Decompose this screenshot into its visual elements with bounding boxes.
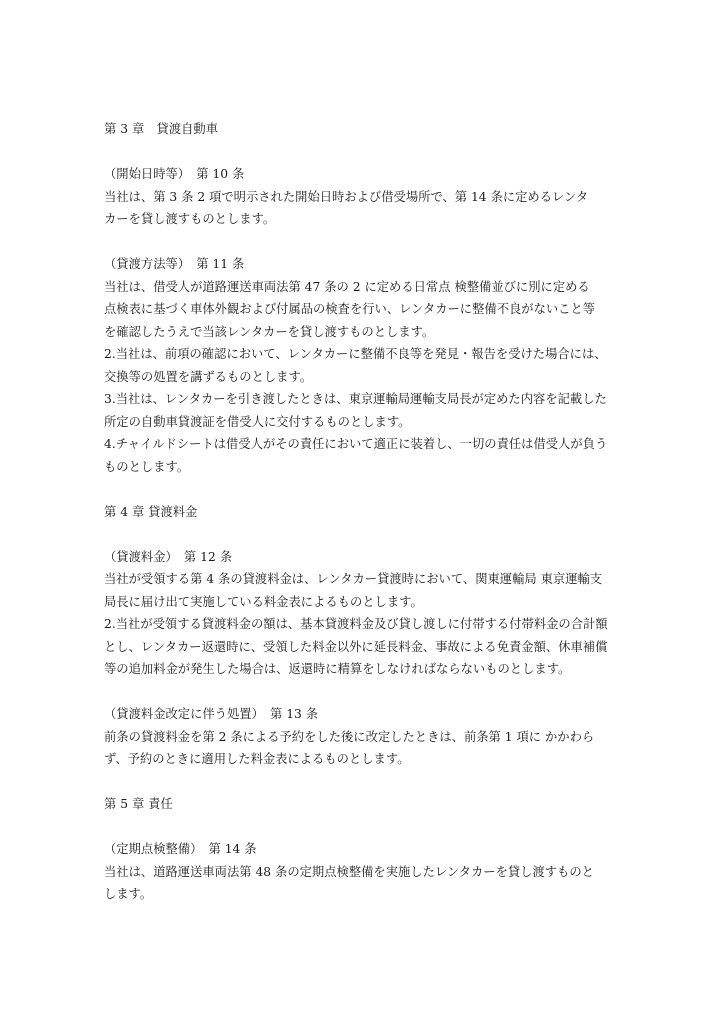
article-12-heading: （貸渡料金） 第 12 条 [104, 549, 232, 564]
article-11-line: 4.チャイルドシートは借受人がその責任において適正に装着し、一切の責任は借受人が負う [104, 437, 608, 451]
spacer [104, 771, 624, 794]
article-11-line: 所定の自動車貸渡証を借受人に交付するものとします。 [104, 414, 411, 429]
article-12-line: 2.当社が受領する貸渡料金の額は、基本貸渡料金及び貸し渡しに付帯する付帯料金の合計額 [104, 617, 608, 631]
article-14-line: 当社は、道路運送車両法第 48 条の定期点検整備を実施したレンタカーを貸し渡すものと [104, 864, 594, 879]
article-11-line: 3.当社は、レンタカーを引き渡したときは、東京運輸局運輸支局長が定めた内容を記載した [104, 392, 607, 406]
article-11-line: ものとします。 [104, 459, 190, 474]
spacer [104, 478, 624, 501]
article-14-line: します。 [104, 887, 153, 901]
article-13-line: 前条の貸渡料金を第 2 条による予約をした後に改定したときは、前条第 1 項に かかわら [104, 729, 595, 744]
document-page [104, 118, 624, 906]
article-12-line: とし、レンタカー返還時に、受領した料金以外に延長料金、事故による免責金額、休車補償 [104, 639, 608, 654]
spacer [104, 231, 624, 254]
article-12-line: 局長に届け出て実施している料金表によるものとします。 [104, 594, 423, 609]
article-11-line: 交換等の処置を講ずるものとします。 [104, 369, 313, 384]
article-13-heading: （貸渡料金改定に伴う処置） 第 13 条 [104, 707, 319, 721]
article-11-line: 2.当社は、前項の確認において、レンタカーに整備不良等を発見・報告を受けた場合には、 [104, 347, 607, 361]
article-11-line: 点検表に基づく車体外観および付属品の検査を行い、レンタカーに整備不良がないこと等 [104, 302, 596, 316]
chapter-5-title: 第 5 章 責任 [104, 797, 173, 811]
article-10-heading: （開始日時等） 第 10 条 [104, 167, 245, 181]
article-12-line: 等の追加料金が発生した場合は、返還時に精算をしなければならないものとします。 [104, 662, 571, 676]
article-11-heading: （貸渡方法等） 第 11 条 [104, 257, 245, 271]
article-11-line: 当社は、借受人が道路運送車両法第 47 条の 2 に定める日常点 検整備並びに別に定める [104, 279, 590, 294]
spacer [104, 141, 624, 164]
article-13-line: ず、予約のときに適用した料金表によるものとします。 [104, 752, 410, 766]
chapter-3-title: 第 3 章 貸渡自動車 [104, 122, 219, 136]
article-11-line: を確認したうえで当該レンタカーを貸し渡すものとします。 [104, 324, 435, 339]
article-14-heading: （定期点検整備） 第 14 条 [104, 842, 257, 856]
article-12-line: 当社が受領する第 4 条の貸渡料金は、レンタカー貸渡時において、関東運輸局 東京運輸支 [104, 572, 603, 586]
spacer [104, 523, 624, 546]
spacer [104, 816, 624, 839]
chapter-4-title: 第 4 章 貸渡料金 [104, 504, 198, 519]
article-10-line: 当社は、第 3 条 2 項で明示された開始日時および借受場所で、第 14 条に定めるレンタ [104, 189, 589, 204]
spacer [104, 681, 624, 704]
article-10-line: カーを貸し渡すものとします。 [104, 212, 276, 226]
